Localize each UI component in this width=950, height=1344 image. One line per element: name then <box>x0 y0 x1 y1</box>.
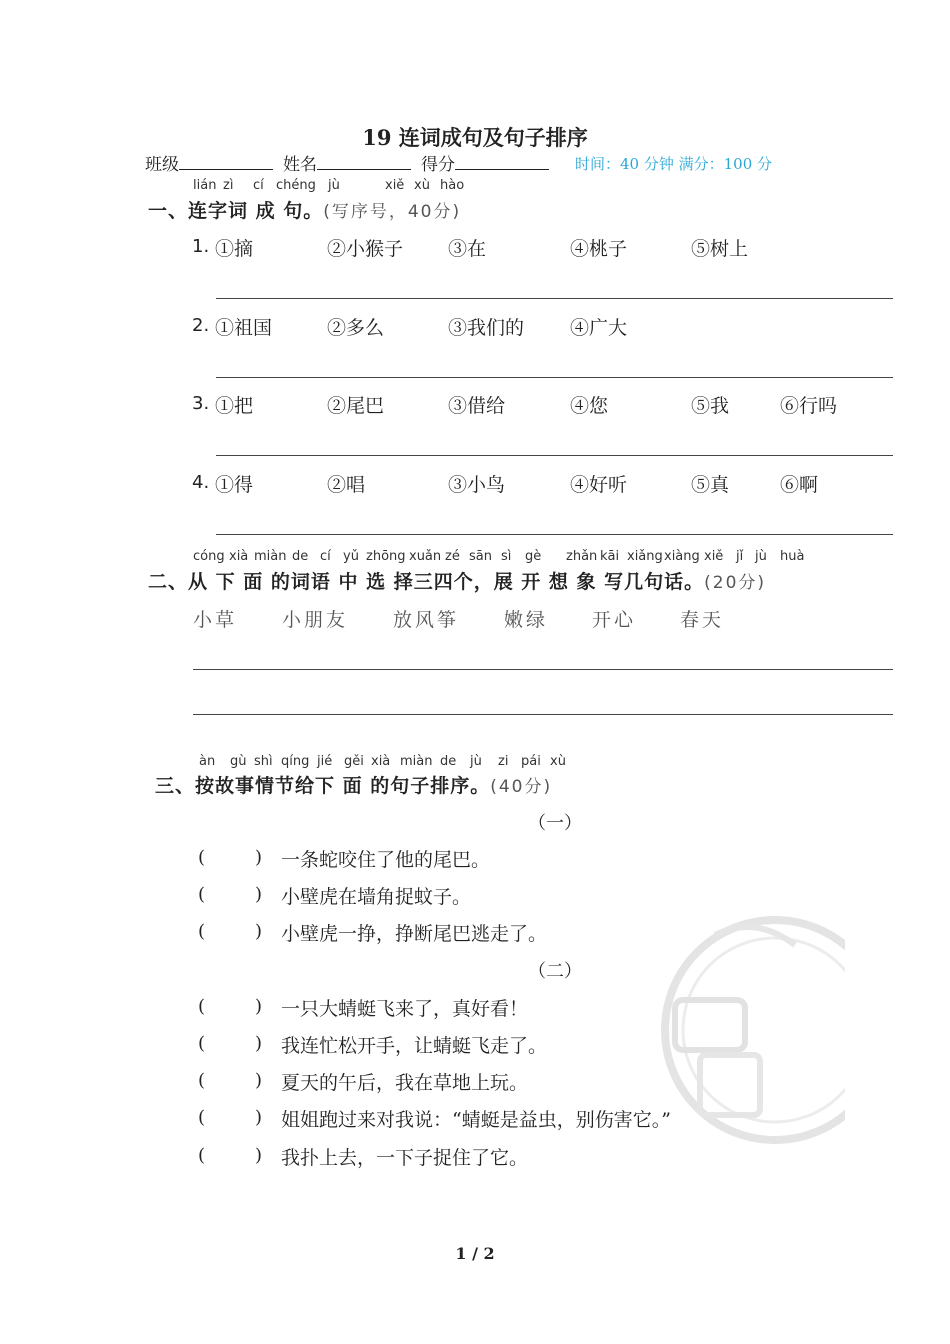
pinyin: gù <box>230 754 247 769</box>
answer-line[interactable] <box>216 455 893 456</box>
paren-close: ) <box>255 1107 263 1128</box>
word-item: ①把 <box>215 395 254 417</box>
pinyin: jù <box>755 549 767 564</box>
section1-title: 一、连字词 成 句。 <box>148 200 324 222</box>
page-number: 1 / 2 <box>455 1244 495 1263</box>
section2-title: 二、从 下 面 的词语 中 选 择三四个，展 开 想 象 写几句话。 <box>148 571 705 593</box>
pinyin: cí <box>253 178 264 193</box>
section1-note: (写序号，40分) <box>323 202 462 222</box>
order-blank[interactable] <box>198 1033 262 1054</box>
pinyin: cí <box>320 549 331 564</box>
score-label: 得分 <box>421 155 455 175</box>
pinyin: cóng <box>193 549 225 564</box>
word-item: ⑤真 <box>691 474 730 496</box>
order-blank[interactable] <box>198 1070 262 1091</box>
pinyin: zhǎn <box>566 549 598 564</box>
word-item: ①摘 <box>215 238 254 260</box>
word-choice: 小朋友 <box>282 609 349 631</box>
pinyin: lián <box>193 178 217 193</box>
word-item: ①祖国 <box>215 317 273 339</box>
word-item: ②唱 <box>327 474 366 496</box>
question-number: 4. <box>192 472 210 493</box>
pinyin: jù <box>470 754 482 769</box>
word-item: ③小鸟 <box>448 474 506 496</box>
class-field[interactable] <box>145 150 279 175</box>
word-choice: 小草 <box>193 609 238 631</box>
paren-open: ( <box>198 1070 206 1091</box>
question-number: 3. <box>192 393 210 414</box>
class-label: 班级 <box>145 155 179 175</box>
answer-line[interactable] <box>193 669 893 670</box>
paren-open: ( <box>198 847 206 868</box>
pinyin: kāi <box>600 549 620 564</box>
sentence: 姐姐跑过来对我说：“蜻蜓是益虫，别伤害它。” <box>281 1109 671 1131</box>
name-label: 姓名 <box>283 155 317 175</box>
paren-close: ) <box>255 1070 263 1091</box>
paren-close: ) <box>255 1145 263 1166</box>
pinyin: àn <box>199 754 216 769</box>
pinyin: zi <box>498 754 509 769</box>
answer-line[interactable] <box>216 298 893 299</box>
publisher-stamp-icon <box>655 905 845 1155</box>
answer-line[interactable] <box>216 534 893 535</box>
group-label: （二） <box>528 961 582 982</box>
pinyin: miàn <box>400 754 433 769</box>
section3-heading <box>155 771 552 798</box>
pinyin: jié <box>317 754 333 769</box>
answer-line[interactable] <box>193 714 893 715</box>
paren-close: ) <box>255 884 263 905</box>
pinyin: jù <box>328 178 340 193</box>
order-blank[interactable] <box>198 1145 262 1166</box>
page-title: 19 连词成句及句子排序 <box>362 125 588 150</box>
paren-open: ( <box>198 921 206 942</box>
order-blank[interactable] <box>198 884 262 905</box>
pinyin: yǔ <box>343 549 359 564</box>
word-item: ②小猴子 <box>327 238 404 260</box>
word-item: ⑥啊 <box>780 474 819 496</box>
sentence: 夏天的午后，我在草地上玩。 <box>281 1072 529 1094</box>
sentence: 我连忙松开手，让蜻蜓飞走了。 <box>281 1035 548 1057</box>
pinyin: sì <box>501 549 512 564</box>
order-blank[interactable] <box>198 921 262 942</box>
pinyin: chéng <box>276 178 316 193</box>
pinyin: sān <box>469 549 492 564</box>
time-info: 时间：40 分钟 满分：100 分 <box>575 155 773 173</box>
order-blank[interactable] <box>198 996 262 1017</box>
word-choice: 春天 <box>680 609 725 631</box>
word-choice: 放风筝 <box>393 609 460 631</box>
word-item: ③我们的 <box>448 317 525 339</box>
pinyin: zé <box>445 549 460 564</box>
class-blank[interactable] <box>179 153 273 170</box>
paren-open: ( <box>198 884 206 905</box>
paren-close: ) <box>255 1033 263 1054</box>
score-field[interactable] <box>421 150 555 175</box>
pinyin: gè <box>525 549 542 564</box>
pinyin: gěi <box>344 754 364 769</box>
paren-open: ( <box>198 1033 206 1054</box>
pinyin: xù <box>550 754 566 769</box>
paren-open: ( <box>198 996 206 1017</box>
answer-line[interactable] <box>216 377 893 378</box>
pinyin: xuǎn <box>409 549 442 564</box>
pinyin: miàn <box>254 549 287 564</box>
pinyin: huà <box>780 549 805 564</box>
paren-open: ( <box>198 1107 206 1128</box>
section2-note: (20分) <box>704 573 767 593</box>
paren-open: ( <box>198 1145 206 1166</box>
pinyin: hào <box>440 178 465 193</box>
section1-heading <box>148 196 461 223</box>
name-field[interactable] <box>283 150 417 175</box>
pinyin: xià <box>229 549 249 564</box>
sentence: 一条蛇咬住了他的尾巴。 <box>281 849 491 871</box>
section3-note: (40分) <box>490 777 553 797</box>
pinyin: xiě <box>385 178 405 193</box>
pinyin: pái <box>521 754 541 769</box>
word-item: ③借给 <box>448 395 506 417</box>
pinyin: de <box>292 549 309 564</box>
pinyin: zì <box>223 178 234 193</box>
pinyin: xù <box>414 178 430 193</box>
word-item: ②多么 <box>327 317 385 339</box>
pinyin: xiàng <box>664 549 700 564</box>
word-item: ④桃子 <box>570 238 628 260</box>
pinyin: xiě <box>704 549 724 564</box>
word-item: ②尾巴 <box>327 395 385 417</box>
word-choice: 开心 <box>592 609 637 631</box>
sentence: 小壁虎一挣，挣断尾巴逃走了。 <box>281 923 548 945</box>
score-blank[interactable] <box>455 153 549 170</box>
word-item: ③在 <box>448 238 487 260</box>
section2-heading <box>148 567 766 594</box>
order-blank[interactable] <box>198 847 262 868</box>
pinyin: zhōng <box>366 549 406 564</box>
pinyin: jǐ <box>736 549 744 564</box>
group-label: （一） <box>528 813 582 834</box>
word-item: ⑤树上 <box>691 238 749 260</box>
pinyin: shì <box>254 754 273 769</box>
word-item: ④您 <box>570 395 609 417</box>
paren-close: ) <box>255 921 263 942</box>
section3-title: 三、按故事情节给下 面 的句子排序。 <box>155 775 491 797</box>
word-item: ①得 <box>215 474 254 496</box>
word-item: ④广大 <box>570 317 628 339</box>
paren-close: ) <box>255 847 263 868</box>
sentence: 小壁虎在墙角捉蚊子。 <box>281 886 472 908</box>
pinyin: xiǎng <box>627 549 663 564</box>
pinyin: xià <box>371 754 391 769</box>
word-item: ⑥行吗 <box>780 395 838 417</box>
word-item: ⑤我 <box>691 395 730 417</box>
paren-close: ) <box>255 996 263 1017</box>
question-number: 1. <box>192 236 210 257</box>
word-choice: 嫩绿 <box>504 609 549 631</box>
sentence: 我扑上去，一下子捉住了它。 <box>281 1147 529 1169</box>
word-item: ④好听 <box>570 474 628 496</box>
name-blank[interactable] <box>317 153 411 170</box>
pinyin: qíng <box>281 754 310 769</box>
question-number: 2. <box>192 315 210 336</box>
pinyin: de <box>440 754 457 769</box>
order-blank[interactable] <box>198 1107 262 1128</box>
sentence: 一只大蜻蜓飞来了，真好看！ <box>281 998 529 1020</box>
